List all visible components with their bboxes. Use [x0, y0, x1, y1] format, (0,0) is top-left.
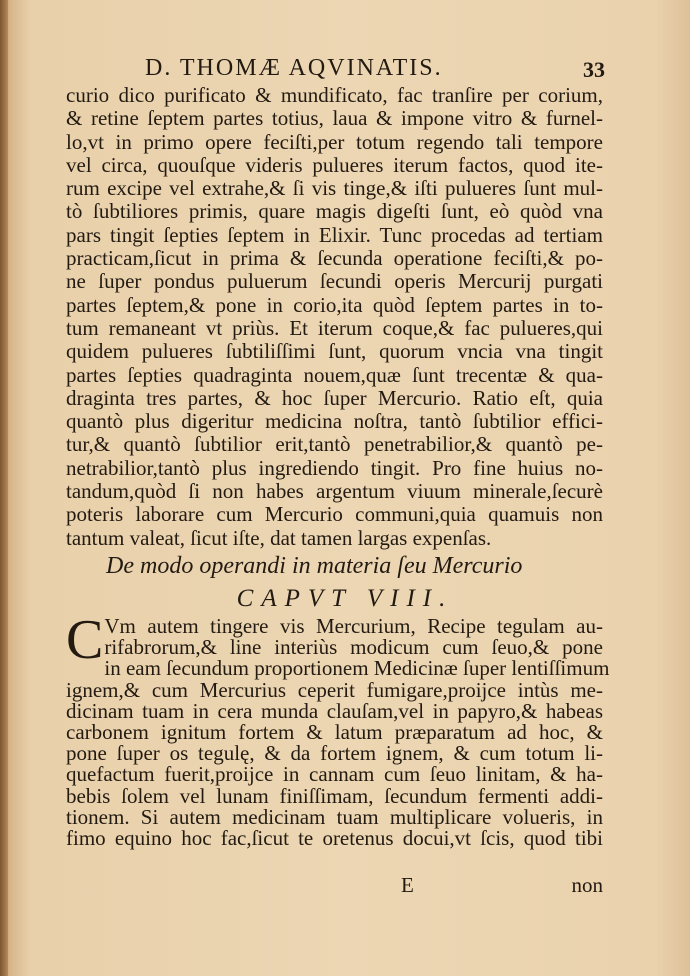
text-line: pone ſuper os tegulę, & da fortem ignem, & cum totum li- [66, 741, 603, 766]
drop-cap: C [66, 609, 104, 671]
signature-mark: E [401, 873, 414, 897]
text-line: rum excipe vel extrahe,& ſi vis tinge,& iſti pulueres ſunt mul- [66, 176, 603, 201]
text-line: tandum,quòd ſi non habes argentum viuum minerale,ſecurè [66, 479, 603, 504]
text-line: tum remaneant vt priùs. Et iterum coque,& fac pulueres,qui [66, 315, 603, 340]
text-line: quefactum fuerit,proijce in cannam cum ſeuo linitam, & ha- [66, 762, 603, 787]
chapter-number: CAPVT VIII. [236, 585, 454, 612]
text-line: tantum valeat, ſicut iſte, dat tamen largas expenſas. [66, 525, 492, 550]
text-line: rifabrorum,& line interiùs modicum cum ſeuo,& pone [104, 635, 603, 660]
page-footer [66, 873, 603, 897]
text-line: ne ſuper pondus puluerum ſecundi operis Mercurij purgati [66, 269, 603, 294]
text-line: carbonem ignitum fortem & latum præparatum ad hoc, & [66, 719, 603, 744]
text-line: curio dico purificato & mundificato, fac tranſire per corium, [66, 83, 603, 107]
chapter-text-block [66, 609, 610, 850]
chapter-title: De modo operandi in materia ſeu Mercurio [106, 553, 523, 579]
text-line: fimo equino hoc fac,ſicut te oretenus docui,vt ſcis, quod tibi [66, 825, 603, 850]
text-line: practicam,ſicut in prima & ſecunda operatione feciſti,& po- [66, 246, 603, 271]
running-title: D. THOMÆ AQVINATIS. [145, 55, 443, 81]
text-line: tur,& quantò ſubtilior erit,tantò penetrabilior,& quantò pe- [66, 432, 603, 457]
page-spine-edge [0, 0, 8, 976]
text-line: dicinam tuam in cera munda clauſam,vel in papyro,& habeas [66, 698, 603, 723]
text-block-continued [66, 84, 603, 550]
catchword: non [571, 873, 603, 897]
page-number: 33 [583, 57, 605, 82]
text-line: & retine ſeptem partes totius, laua & impone vitro & furnel- [66, 106, 603, 131]
text-line: vel circa, quouſque videris pulueres iterum factos, quod ite- [66, 152, 603, 177]
text-line: quantò plus digeritur medicina noſtra, tantò ſubtilior effici- [66, 409, 603, 434]
text-line: ignem,& cum Mercurius ceperit fumigare,proijce intùs me- [66, 677, 603, 702]
text-line: Vm autem tingere vis Mercurium, Recipe tegulam au- [104, 614, 603, 638]
text-line: bebis ſolem vel lunam finiſſimam, ſecundum fermenti addi- [66, 783, 603, 808]
text-line: tò ſubtiliores primis, quare magis digeſti ſunt, eò quòd vna [66, 199, 603, 224]
text-line: poteris laborare cum Mercurio communi,quia quamuis non [66, 502, 603, 527]
text-line: pars tingit ſepties ſeptem in Elixir. Tunc procedas ad tertiam [66, 222, 603, 247]
page-header [90, 55, 605, 85]
text-line: partes ſeptem,& pone in corio,ita quòd ſeptem partes in to- [66, 292, 603, 317]
text-line: in eam ſecundum proportionem Medicinæ ſuper lentiſſimum [104, 656, 610, 681]
text-line: tionem. Si autem medicinam tuam multiplicare volueris, in [66, 804, 603, 829]
text-line: netrabilior,tantò plus ingrediendo tingit. Pro fine huius no- [66, 455, 603, 480]
text-line: lo,vt in primo opere feciſti,per totum regendo tali tempore [66, 129, 603, 154]
text-line: quidem pulueres ſubtiliſſimi ſunt, quorum vncia vna tingit [66, 339, 603, 364]
text-line: draginta tres partes, & hoc ſuper Mercurio. Ratio eſt, quia [66, 385, 603, 410]
text-line: partes ſepties quadraginta nouem,quæ ſunt trecentæ & qua- [66, 362, 603, 387]
